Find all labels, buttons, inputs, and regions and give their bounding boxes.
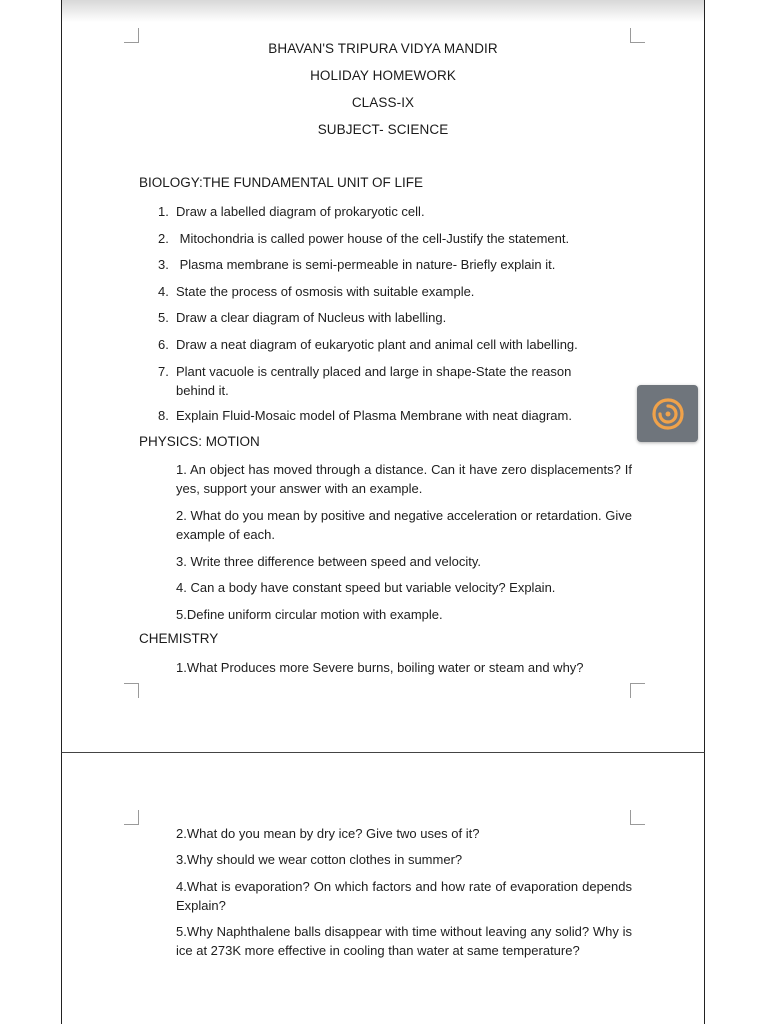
physics-item-3: 3. Write three difference between speed and velocity.: [176, 554, 481, 569]
biology-item-7: 7. Plant vacuole is centrally placed and large in shape-State the reason behind it.: [158, 364, 572, 398]
chemistry-item-4: 4.What is evaporation? On which factors and how rate of evaporation depends Explain?: [176, 879, 632, 913]
crop-mark-bottom-right: [630, 683, 645, 698]
physics-heading: PHYSICS: MOTION: [139, 434, 260, 449]
biology-item-1: 1. Draw a labelled diagram of prokaryotic cell.: [158, 204, 425, 219]
biology-item-2: 2. Mitochondria is called power house of the cell-Justify the statement.: [158, 231, 570, 246]
chemistry-heading: CHEMISTRY: [139, 631, 219, 646]
chemistry-item-3: 3.Why should we wear cotton clothes in summer?: [176, 852, 463, 867]
biology-heading: BIOLOGY:THE FUNDAMENTAL UNIT OF LIFE: [139, 175, 424, 190]
crop-mark-bottom-left: [124, 683, 139, 698]
physics-item-1: 1. An object has moved through a distance. Can it have zero displacements? If yes, support your answer with an example.: [176, 462, 632, 496]
crop-mark-top-right-p2: [630, 810, 645, 825]
homework-title: HOLIDAY HOMEWORK: [310, 68, 456, 83]
document-page-2: [61, 753, 705, 1024]
chemistry-item-2: 2.What do you mean by dry ice? Give two uses of it?: [176, 826, 480, 841]
class-label: CLASS-IX: [351, 95, 415, 110]
chemistry-item-1: 1.What Produces more Severe burns, boiling water or steam and why?: [176, 660, 584, 675]
document-page-1: [61, 0, 705, 753]
subject-label: SUBJECT- SCIENCE: [317, 122, 449, 137]
biology-item-4: 4. State the process of osmosis with suitable example.: [158, 284, 475, 299]
school-name: BHAVAN'S TRIPURA VIDYA MANDIR: [268, 41, 498, 56]
physics-item-2: 2. What do you mean by positive and negative acceleration or retardation. Give example of each.: [176, 508, 632, 542]
floating-assistant-button[interactable]: [637, 385, 698, 442]
biology-item-8: 8. Explain Fluid-Mosaic model of Plasma Membrane with neat diagram.: [158, 408, 572, 423]
spiral-logo-icon: [648, 394, 688, 434]
biology-item-6: 6. Draw a neat diagram of eukaryotic plant and animal cell with labelling.: [158, 337, 578, 352]
crop-mark-top-left-p2: [124, 810, 139, 825]
biology-item-5: 5. Draw a clear diagram of Nucleus with labelling.: [158, 310, 447, 325]
chemistry-item-5: 5.Why Naphthalene balls disappear with time without leaving any solid? Why is ice at 273K more effective in cooling than water at same temperature?: [176, 924, 632, 958]
page-top-shadow: [62, 0, 704, 22]
biology-item-3: 3. Plasma membrane is semi-permeable in nature- Briefly explain it.: [158, 257, 556, 272]
physics-item-4: 4. Can a body have constant speed but variable velocity? Explain.: [176, 580, 556, 595]
physics-item-5: 5.Define uniform circular motion with example.: [176, 607, 443, 622]
